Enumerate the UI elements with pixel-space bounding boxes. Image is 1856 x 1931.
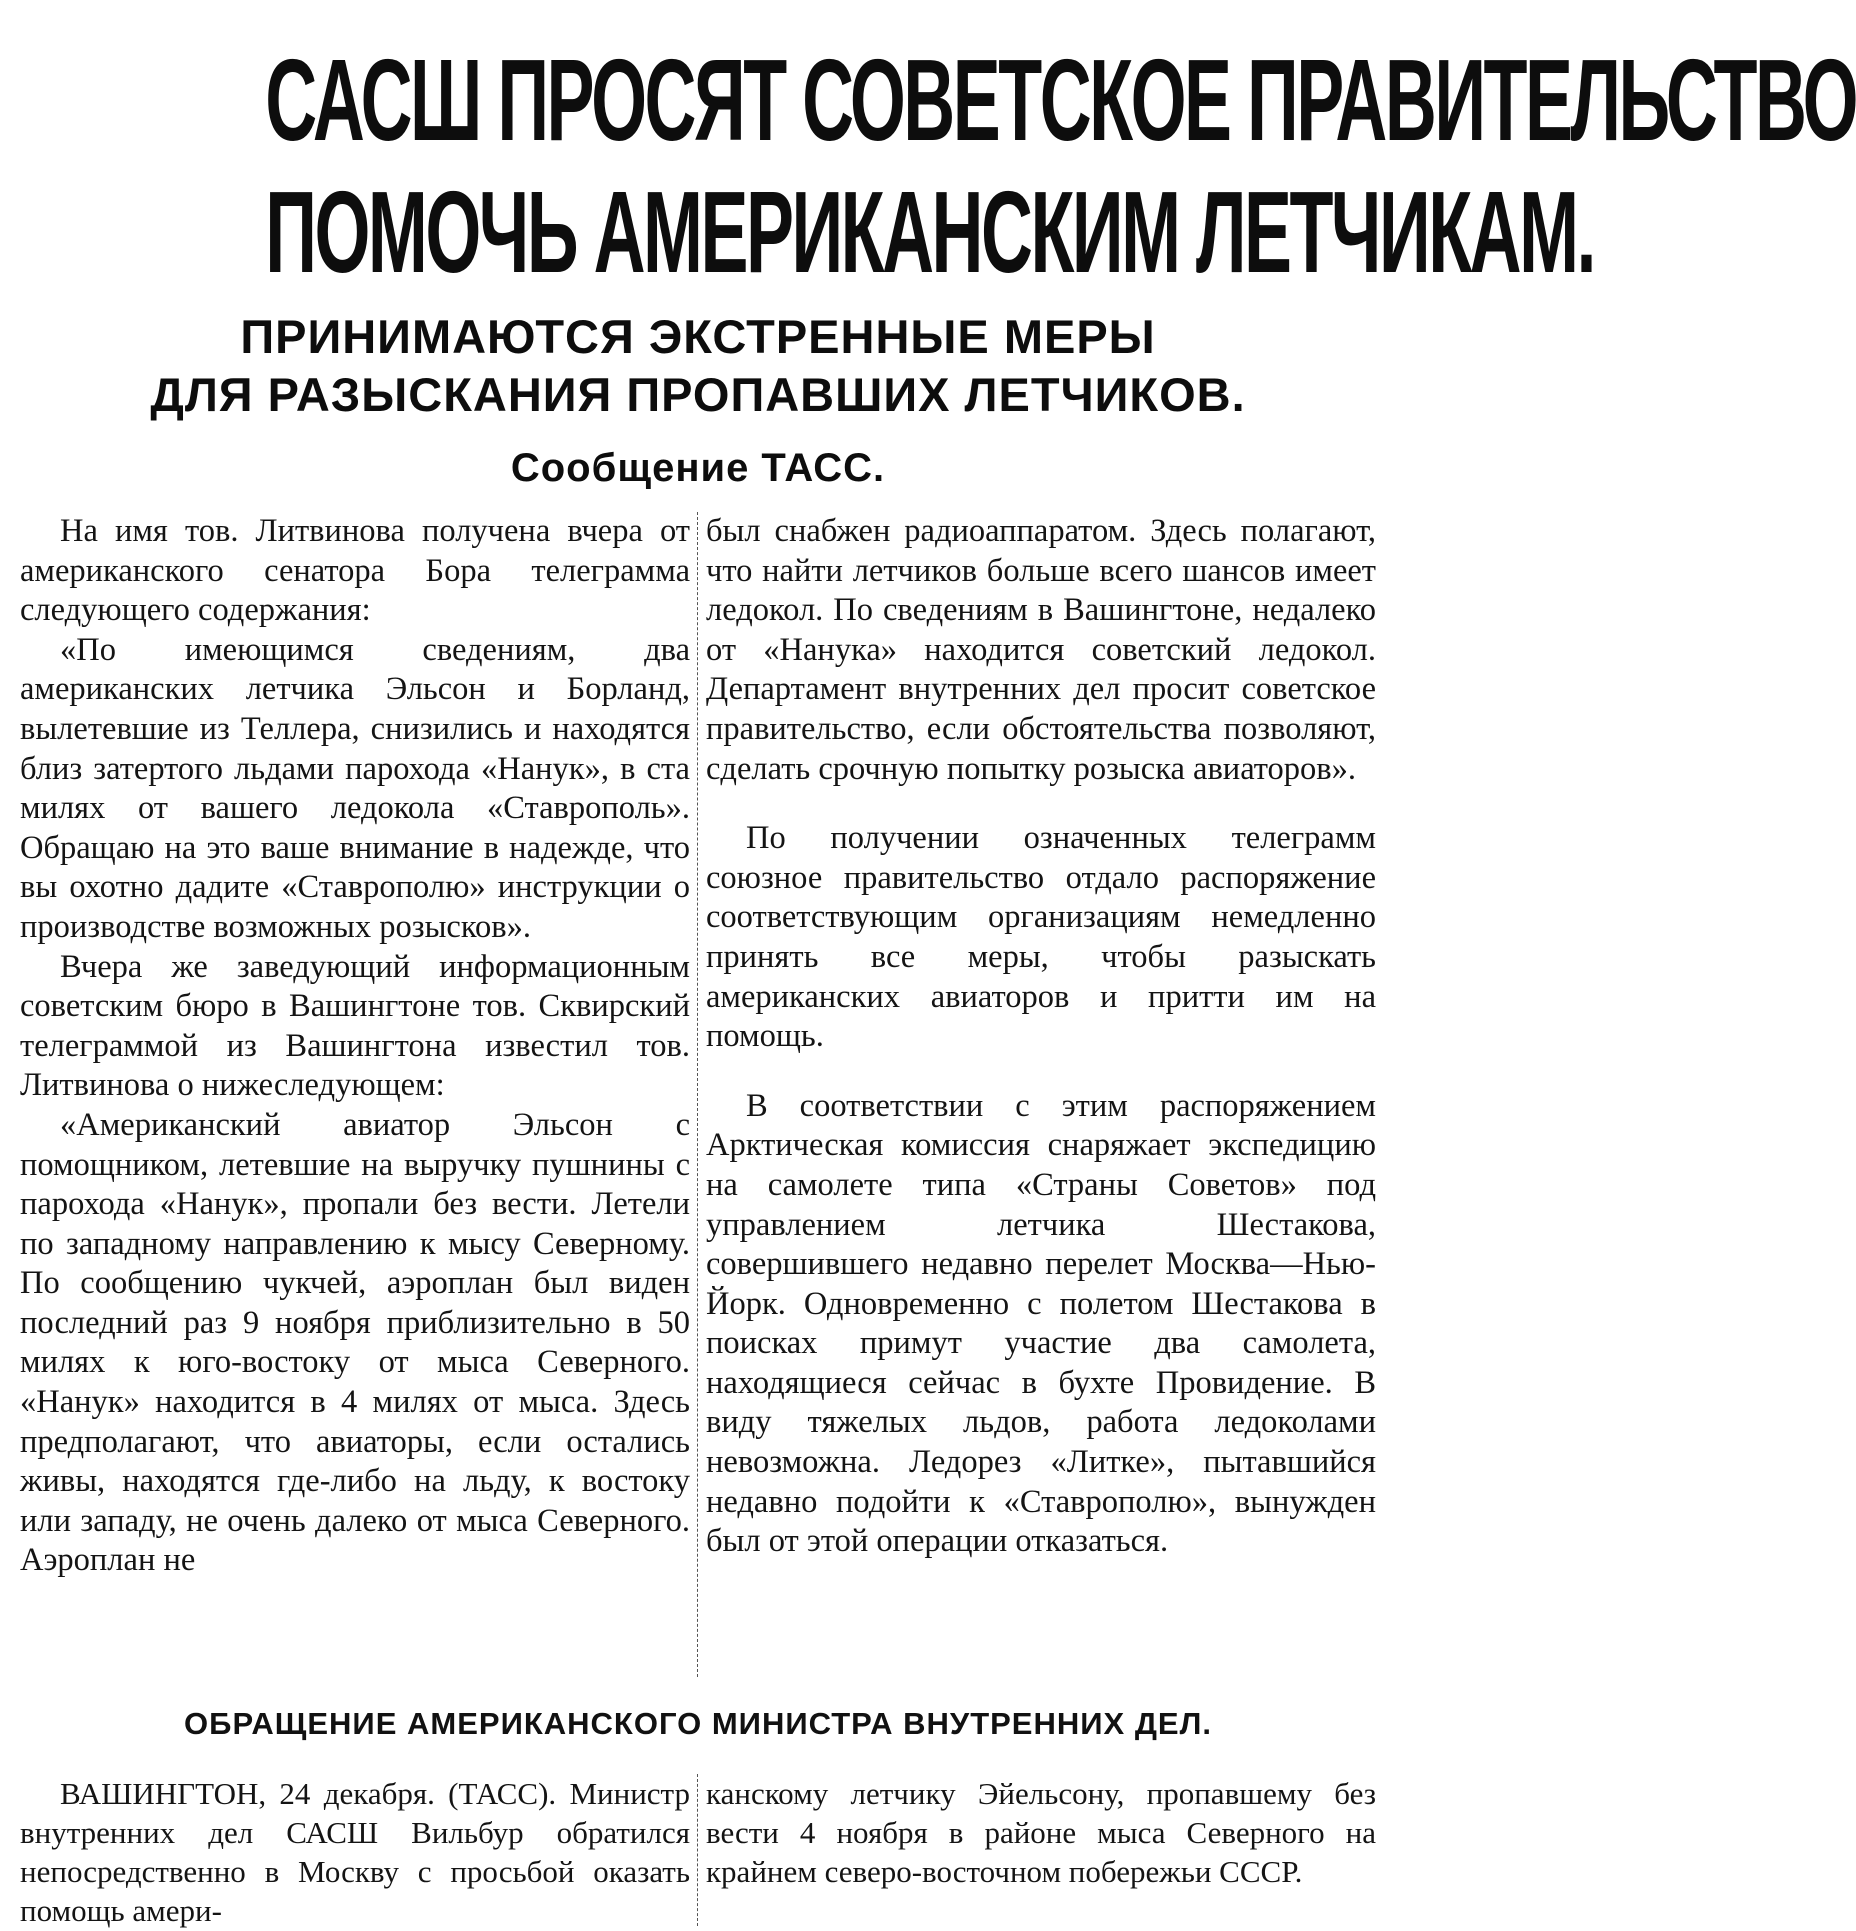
article-paragraph: На имя тов. Литвинова получена вчера от американского сенатора Бора телеграмма следующего содержания: (20, 513, 690, 629)
article-paragraph: В соответствии с этим распоряжением Арктическая комиссия снаряжает экспедицию на самолете типа «Страны Советов» под управлением летчика Шестакова, совершившего недавно перелет Москва—Нью-Йорк. Одновременно с полетом Шестакова в поисках примут участие два самолета, находящиеся сейчас в бухте Провидение. В виду тяжелых льдов, работа ледоколами невозможна. Ледорез «Литке», пытавшийся недавно подойти к «Ставрополю», вынужден был от этой операции отказаться. (706, 1087, 1376, 1560)
byline: Сообщение ТАСС. (510, 446, 886, 490)
headline-line-2: ПОМОЧЬ АМЕРИКАНСКИМ ЛЕТЧИКАМ. (265, 167, 1595, 297)
subheadline-line-1: ПРИНИМАЮТСЯ ЭКСТРЕННЫЕ МЕРЫ (240, 310, 1156, 363)
article-paragraph: «По имеющимся сведениям, два американских летчика Эльсон и Борланд, вылетевшие из Теллера, снизились и находятся близ затертого льдами парохода «Нанук», в ста милях от вашего ледокола «Ставрополь». Обращаю на это ваше внимание в надежде, что вы охотно дадите «Ставрополю» инструкции о производстве возможных розысков». (20, 631, 690, 945)
article-column-left (20, 512, 690, 1581)
section-paragraph: ВАШИНГТОН, 24 декабря. (ТАСС). Министр внутренних дел САСШ Вильбур обратился непосредственно в Москву с просьбой оказать помощь амери- (20, 1776, 690, 1928)
article-paragraph: Вчера же заведующий информационным советским бюро в Вашингтоне тов. Сквирский телеграммой из Вашингтона известил тов. Литвинова о нижеследующем: (20, 948, 690, 1104)
subheadline-line-2: ДЛЯ РАЗЫСКАНИЯ ПРОПАВШИХ ЛЕТЧИКОВ. (150, 368, 1246, 421)
column-divider (697, 512, 698, 1677)
section-paragraph: канскому летчику Эйельсону, пропавшему без вести 4 ноября в районе мыса Северного на крайнем северо-восточном побережьи СССР. (706, 1776, 1376, 1889)
article-paragraph: был снабжен радиоаппаратом. Здесь полагают, что найти летчиков больше всего шансов имеет ледокол. По сведениям в Вашингтоне, недалеко от «Нанука» находится советский ледокол. Департамент внутренних дел просит советское правительство, если обстоятельства позволяют, сделать срочную попытку розыска авиаторов». (706, 513, 1376, 787)
article-column-right (706, 512, 1376, 1562)
section-column-divider (697, 1774, 698, 1926)
section-heading: ОБРАЩЕНИЕ АМЕРИКАНСКОГО МИНИСТРА ВНУТРЕННИХ ДЕЛ. (184, 1706, 1212, 1741)
article-paragraph: «Американский авиатор Эльсон с помощником, летевшие на выручку пушнины с парохода «Нанук», пропали без вести. Летели по западному направлению к мысу Северному. По сообщению чукчей, аэроплан был виден последний раз 9 ноября приблизительно в 50 милях к юго-востоку от мыса Северного. «Нанук» находится в 4 милях от мыса. Здесь предполагают, что авиаторы, если остались живы, находятся где-либо на льду, к востоку или западу, не очень далеко от мыса Северного. Аэроплан не (20, 1106, 690, 1579)
section-column-left (20, 1774, 690, 1930)
headline-line-1: САСШ ПРОСЯТ СОВЕТСКОЕ ПРАВИТЕЛЬСТВО (265, 35, 1856, 165)
section-column-right (706, 1774, 1376, 1891)
article-paragraph: По получении означенных телеграмм союзное правительство отдало распоряжение соответствующим организациям немедленно принять все меры, чтобы разыскать американских авиаторов и притти им на помощь. (706, 820, 1376, 1055)
